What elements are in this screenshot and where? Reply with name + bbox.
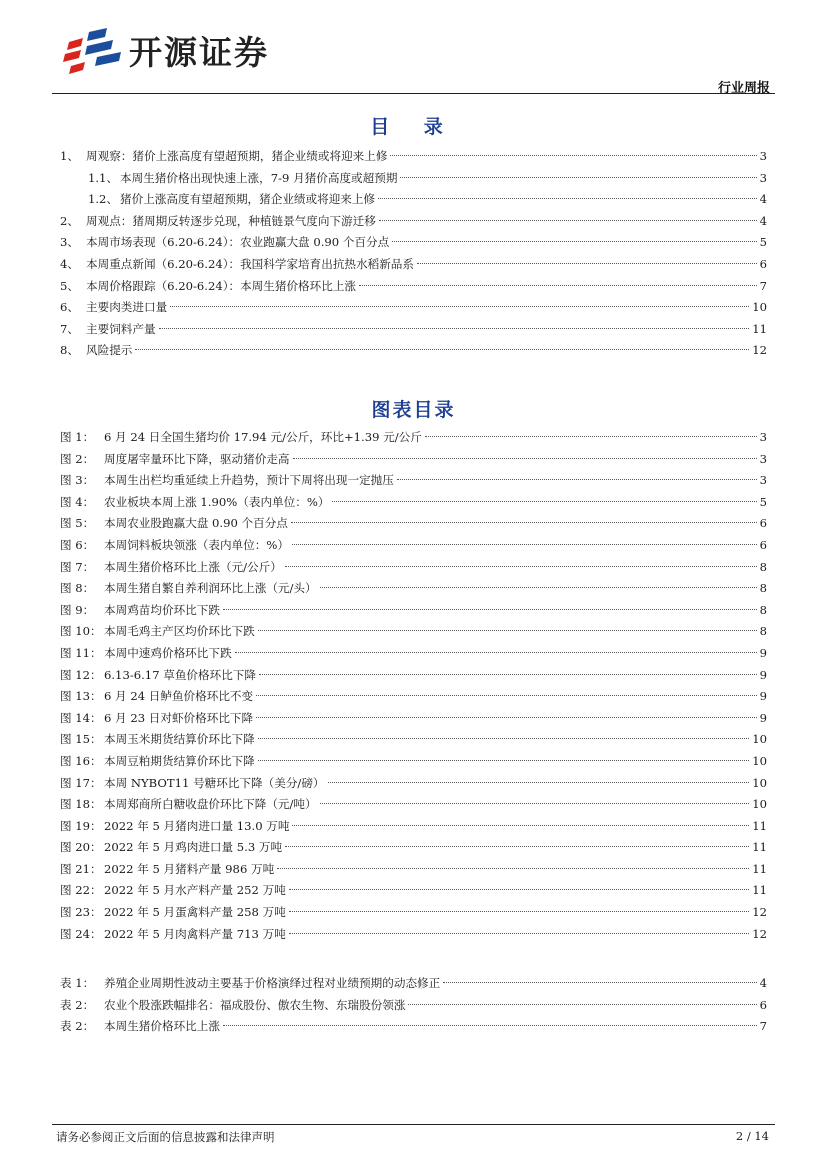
toc-entry-label: 周观点：猪周期反转逐步兑现，种植链景气度向下游迁移 (86, 213, 376, 228)
table-entry-number: 表 2： (60, 1019, 95, 1034)
figure-entry-label: 6 月 24 日全国生猪均价 17.94 元/公斤，环比+1.39 元/公斤 (104, 430, 422, 444)
figure-entry-page: 8 (759, 624, 767, 639)
figure-entry[interactable] (60, 880, 767, 902)
toc-entry-number: 2、 (60, 213, 79, 228)
dot-leader (289, 911, 749, 912)
toc-entry[interactable] (60, 168, 767, 190)
toc-entry-number: 5、 (60, 278, 79, 293)
figure-entry[interactable] (60, 837, 767, 859)
toc-entry-label: 本周市场表现（6.20-6.24）：农业跑赢大盘 0.90 个百分点 (86, 235, 390, 250)
toc-entry-page: 4 (759, 192, 767, 207)
toc-entry-label: 猪价上涨高度有望超预期，猪企业绩或将迎来上修 (120, 192, 376, 207)
figure-entry-number: 图 15： (60, 732, 102, 747)
toc-entry-page: 12 (752, 343, 767, 358)
figure-entry-number: 图 5： (60, 516, 95, 531)
toc-entry-label: 主要饲料产量 (86, 321, 156, 336)
toc-entry-number: 1.2、 (88, 192, 119, 207)
dot-leader (390, 155, 756, 156)
figure-entry-label: 6 月 23 日对虾价格环比下降 (104, 710, 254, 725)
toc-entry-number: 1.1、 (88, 170, 119, 185)
figure-entry[interactable] (60, 859, 767, 881)
dot-leader (277, 868, 749, 869)
toc-title: 目 录 (370, 116, 457, 138)
figure-entry-page: 10 (752, 753, 767, 768)
figure-entry-page: 3 (759, 430, 767, 444)
toc-entry[interactable] (60, 189, 767, 211)
toc-entry-number: 7、 (60, 321, 79, 336)
dot-leader (291, 522, 757, 523)
figure-entry-number: 图 2： (60, 451, 95, 466)
table-entry-text (60, 1016, 220, 1038)
figure-entry-text (60, 729, 255, 751)
dot-leader (328, 782, 750, 783)
dot-leader (135, 349, 749, 350)
figure-entry[interactable] (60, 643, 767, 665)
figure-entry-label: 本周农业股跑赢大盘 0.90 个百分点 (104, 516, 288, 531)
figure-entry[interactable] (60, 578, 767, 600)
footer-divider (52, 1124, 775, 1125)
figure-entry-text (60, 773, 325, 795)
figure-entry-text (60, 751, 255, 773)
figure-entry[interactable] (60, 686, 767, 708)
toc-entry-text (60, 276, 356, 298)
figure-entry-page: 10 (752, 732, 767, 747)
figure-entry-number: 图 11： (60, 645, 102, 660)
figure-entry[interactable] (60, 729, 767, 751)
dot-leader (320, 587, 757, 588)
figure-entry[interactable] (60, 600, 767, 622)
table-entry-number: 表 1： (60, 976, 95, 990)
figure-entry-text (60, 427, 422, 449)
figure-entry[interactable] (60, 816, 767, 838)
toc-entry-page: 11 (752, 321, 767, 336)
table-entry-page: 7 (759, 1019, 767, 1034)
dot-leader (443, 982, 756, 983)
dot-leader (285, 846, 749, 847)
toc-entry-label: 风险提示 (86, 343, 133, 358)
toc-entry-text (60, 232, 389, 254)
dot-leader (417, 263, 757, 264)
figure-entry-text (60, 557, 282, 579)
figure-entry[interactable] (60, 924, 767, 946)
figure-entry-number: 图 6： (60, 537, 95, 552)
figure-entry-text (60, 880, 286, 902)
figure-entry-label: 本周玉米期货结算价环比下降 (104, 732, 255, 747)
toc-entry-text (88, 189, 375, 211)
toc-entry[interactable] (60, 146, 767, 168)
toc-entry-label: 主要肉类进口量 (86, 300, 168, 315)
figure-entry[interactable] (60, 492, 767, 514)
toc-entry[interactable] (60, 340, 767, 362)
figure-entry-text (60, 708, 253, 730)
figure-entry-number: 图 3： (60, 473, 95, 488)
figure-entry-number: 图 17： (60, 775, 102, 790)
figure-entry[interactable] (60, 794, 767, 816)
report-type-label: 行业周报 (717, 81, 770, 96)
figure-entry[interactable] (60, 557, 767, 579)
table-entry-label: 养殖企业周期性波动主要基于价格演绎过程对业绩预期的动态修正 (104, 976, 441, 990)
toc-entry-page: 7 (759, 278, 767, 293)
toc-entry[interactable] (60, 254, 767, 276)
dot-leader (258, 760, 750, 761)
figure-entry-label: 2022 年 5 月水产料产量 252 万吨 (104, 883, 286, 898)
figure-entry[interactable] (60, 470, 767, 492)
figure-entry-label: 本周 NYBOT11 号糖环比下降（美分/磅） (104, 775, 325, 790)
figure-entry-text (60, 492, 329, 514)
toc-entry-page: 3 (759, 170, 767, 185)
table-entry[interactable] (60, 973, 767, 995)
dot-leader (256, 717, 756, 718)
figure-entry-label: 周度屠宰量环比下降，驱动猪价走高 (104, 451, 290, 466)
figure-entry-label: 本周豆粕期货结算价环比下降 (104, 753, 255, 768)
dot-leader (292, 825, 749, 826)
dot-leader (320, 803, 750, 804)
figure-entry-number: 图 18： (60, 797, 102, 812)
toc-entry-text (60, 319, 156, 341)
toc-entry-number: 4、 (60, 256, 79, 271)
figure-entry-page: 11 (752, 861, 767, 876)
figure-entry[interactable] (60, 449, 767, 471)
figure-entry-text (60, 621, 255, 643)
table-entry[interactable] (60, 1016, 767, 1038)
figure-entry-number: 图 14： (60, 710, 102, 725)
figure-entry-number: 图 12： (60, 667, 102, 682)
toc-entry-text (60, 146, 387, 168)
figure-entry-page: 10 (752, 775, 767, 790)
toc-entry-page: 4 (759, 213, 767, 228)
figure-entry-text (60, 449, 290, 471)
figure-entry-text (60, 859, 274, 881)
figure-entry-label: 本周生猪自繁自养利润环比上涨（元/头） (104, 581, 317, 596)
toc-list (60, 146, 767, 362)
figure-entry-page: 9 (759, 689, 767, 704)
dot-leader (359, 285, 757, 286)
dot-leader (392, 241, 756, 242)
figure-entry-label: 农业板块本周上涨 1.90%（表内单位：%） (104, 494, 330, 509)
figure-entry-number: 图 23： (60, 905, 102, 920)
figure-entry-text (60, 600, 220, 622)
table-entry-label: 农业个股涨跌幅排名：福成股份、傲农生物、东瑞股份领涨 (104, 997, 406, 1012)
figure-entry-page: 10 (752, 797, 767, 812)
figure-entry-page: 8 (759, 581, 767, 596)
toc-entry[interactable] (60, 232, 767, 254)
figure-entry-text (60, 794, 317, 816)
figure-entry-page: 3 (759, 451, 767, 466)
figure-entry-text (60, 837, 282, 859)
dot-leader (289, 889, 749, 890)
figure-entry[interactable] (60, 427, 767, 449)
table-entry[interactable] (60, 995, 767, 1017)
toc-entry-page: 5 (759, 235, 767, 250)
figure-entry[interactable] (60, 513, 767, 535)
dot-leader (292, 544, 757, 545)
figure-entry-number: 图 7： (60, 559, 95, 574)
figure-entry-number: 图 16： (60, 753, 102, 768)
figure-entry-page: 6 (759, 537, 767, 552)
dot-leader (408, 1004, 756, 1005)
figure-entry-page: 9 (759, 645, 767, 660)
figure-list (60, 427, 767, 945)
figure-entry-page: 11 (752, 818, 767, 833)
figure-entry-number: 图 24： (60, 926, 102, 941)
figure-entry-label: 本周鸡苗均价环比下跌 (104, 602, 220, 617)
figure-entry-text (60, 513, 288, 535)
toc-entry-page: 3 (759, 149, 767, 163)
figure-entry-label: 2022 年 5 月肉禽料产量 713 万吨 (104, 926, 286, 941)
company-name: 开源证券 (129, 32, 269, 72)
figure-entry-label: 2022 年 5 月猪料产量 986 万吨 (104, 861, 275, 876)
dot-leader (293, 458, 757, 459)
figure-entry-label: 本周饲料板块领涨（表内单位：%） (104, 537, 289, 552)
dot-leader (378, 198, 757, 199)
figure-entry-label: 本周毛鸡主产区均价环比下跌 (104, 624, 255, 639)
dot-leader (285, 566, 757, 567)
table-entry-page: 6 (759, 997, 767, 1012)
figure-entry-number: 图 13： (60, 689, 102, 704)
figure-entry[interactable] (60, 902, 767, 924)
dot-leader (159, 328, 750, 329)
toc-entry-label: 本周生猪价格出现快速上涨，7-9 月猪价高度或超预期 (120, 170, 398, 185)
dot-leader (258, 738, 750, 739)
figure-entry-text (60, 665, 256, 687)
toc-entry[interactable] (60, 319, 767, 341)
figure-entry-number: 图 21： (60, 861, 102, 876)
figure-entry-number: 图 8： (60, 581, 95, 596)
dot-leader (425, 436, 757, 437)
dot-leader (258, 630, 757, 631)
dot-leader (256, 695, 756, 696)
table-entry-page: 4 (759, 976, 767, 990)
dot-leader (332, 501, 756, 502)
figure-entry-number: 图 22： (60, 883, 102, 898)
table-entry-label: 本周生猪价格环比上涨 (104, 1019, 220, 1034)
toc-entry-number: 6、 (60, 300, 79, 315)
figure-entry-label: 6.13-6.17 草鱼价格环比下降 (104, 667, 256, 682)
figure-entry[interactable] (60, 665, 767, 687)
figure-entry-number: 图 20： (60, 840, 102, 855)
toc-entry-text (60, 297, 167, 319)
toc-entry[interactable] (60, 297, 767, 319)
page-number: 2 / 14 (735, 1129, 769, 1143)
figure-entry-label: 本周生出栏均重延续上升趋势，预计下周将出现一定抛压 (104, 473, 394, 488)
figure-entry-page: 11 (752, 883, 767, 898)
figure-entry-text (60, 535, 289, 557)
figure-entry-label: 本周中速鸡价格环比下跌 (104, 645, 232, 660)
table-entry-number: 表 2： (60, 997, 95, 1012)
figure-entry[interactable] (60, 621, 767, 643)
figure-entry-text (60, 578, 317, 600)
figure-entry-label: 2022 年 5 月鸡肉进口量 5.3 万吨 (104, 840, 283, 855)
figure-entry-number: 图 1： (60, 430, 95, 444)
figure-entry-text (60, 470, 394, 492)
figure-entry-page: 12 (752, 926, 767, 941)
figure-entry-text (60, 924, 286, 946)
figure-entry-page: 12 (752, 905, 767, 920)
figure-entry-text (60, 902, 286, 924)
figure-entry-page: 6 (759, 516, 767, 531)
figure-entry[interactable] (60, 535, 767, 557)
figure-entry[interactable] (60, 751, 767, 773)
figure-entry-label: 本周郑商所白糖收盘价环比下降（元/吨） (104, 797, 317, 812)
figure-entry-text (60, 643, 232, 665)
dot-leader (170, 306, 749, 307)
kaiyuan-logo-icon (63, 24, 125, 76)
figure-entry-page: 5 (759, 494, 767, 509)
toc-entry[interactable] (60, 211, 767, 233)
toc-entry-text (60, 211, 376, 233)
toc-entry-number: 1、 (60, 149, 79, 163)
dot-leader (289, 933, 749, 934)
dot-leader (259, 674, 757, 675)
footer-disclaimer: 请务必参阅正文后面的信息披露和法律声明 (56, 1130, 275, 1144)
figure-entry-page: 9 (759, 710, 767, 725)
table-entry-text (60, 973, 440, 995)
figure-entry[interactable] (60, 708, 767, 730)
figure-entry-label: 2022 年 5 月猪肉进口量 13.0 万吨 (104, 818, 290, 833)
figure-entry-page: 3 (759, 473, 767, 488)
toc-entry-number: 3、 (60, 235, 79, 250)
figure-entry-page: 9 (759, 667, 767, 682)
table-list (60, 973, 767, 1038)
toc-entry-label: 本周重点新闻（6.20-6.24）：我国科学家培育出抗热水稻新品系 (86, 256, 414, 271)
dot-leader (235, 652, 757, 653)
figure-entry-number: 图 19： (60, 818, 102, 833)
dot-leader (400, 177, 756, 178)
company-logo (63, 24, 269, 76)
toc-entry-label: 周观察：猪价上涨高度有望超预期，猪企业绩或将迎来上修 (86, 149, 388, 163)
toc-entry[interactable] (60, 276, 767, 298)
dot-leader (397, 479, 757, 480)
figure-entry-text (60, 686, 253, 708)
figure-entry-number: 图 4： (60, 494, 95, 509)
toc-entry-page: 10 (752, 300, 767, 315)
toc-entry-text (88, 168, 397, 190)
dot-leader (223, 609, 757, 610)
toc-entry-text (60, 254, 414, 276)
dot-leader (379, 220, 757, 221)
toc-entry-label: 本周价格跟踪（6.20-6.24）：本周生猪价格环比上涨 (86, 278, 357, 293)
toc-entry-number: 8、 (60, 343, 79, 358)
figure-entry[interactable] (60, 773, 767, 795)
figure-entry-page: 8 (759, 559, 767, 574)
figure-entry-label: 2022 年 5 月蛋禽料产量 258 万吨 (104, 905, 286, 920)
dot-leader (223, 1025, 757, 1026)
header-divider (52, 93, 775, 94)
figure-entry-number: 图 10： (60, 624, 102, 639)
figure-entry-number: 图 9： (60, 602, 95, 617)
figure-entry-page: 8 (759, 602, 767, 617)
figure-list-title: 图表目录 (371, 399, 456, 421)
figure-entry-text (60, 816, 289, 838)
toc-entry-page: 6 (759, 256, 767, 271)
toc-entry-text (60, 340, 132, 362)
figure-entry-label: 本周生猪价格环比上涨（元/公斤） (104, 559, 282, 574)
figure-entry-page: 11 (752, 840, 767, 855)
figure-entry-label: 6 月 24 日鲈鱼价格环比不变 (104, 689, 254, 704)
table-entry-text (60, 995, 405, 1017)
